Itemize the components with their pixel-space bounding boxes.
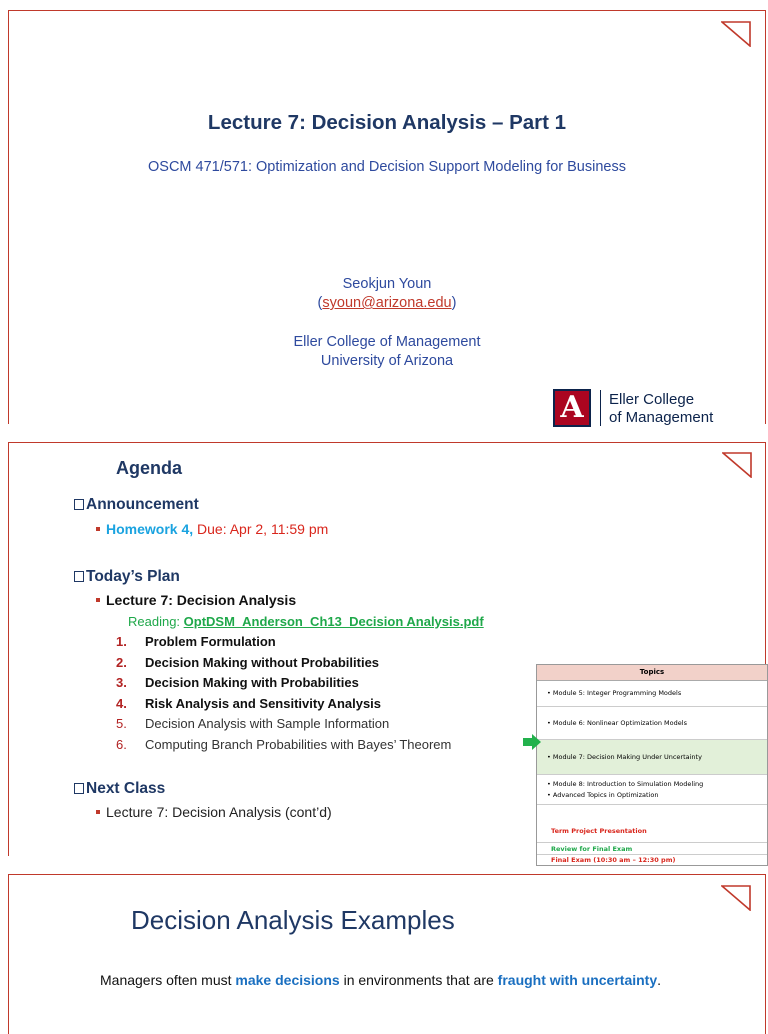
topics-row: • Module 5: Integer Programming Models xyxy=(537,680,767,707)
course-subtitle: OSCM 471/571: Optimization and Decision Support Modeling for Business xyxy=(148,159,626,175)
examples-sentence: Managers often must make decisions in environments that are fraught with uncertainty. xyxy=(100,972,662,988)
plan-item: 5. Decision Analysis with Sample Information xyxy=(116,716,390,731)
next-class-heading: Next Class xyxy=(74,780,165,798)
logo-text-line1: Eller College xyxy=(609,391,695,408)
reading-link[interactable]: OptDSM_Anderson_Ch13_Decision Analysis.pdf xyxy=(183,614,484,629)
plan-item: 2. Decision Making without Probabilities xyxy=(116,655,380,670)
examples-title: Decision Analysis Examples xyxy=(131,905,455,935)
topics-table xyxy=(536,664,768,866)
logo-divider xyxy=(600,390,601,426)
college-name: Eller College of Management xyxy=(293,334,481,350)
lecture-line: Lecture 7: Decision Analysis xyxy=(96,592,296,608)
checkbox-square-icon xyxy=(74,571,84,582)
topics-header: Topics xyxy=(537,665,767,681)
topics-row: Term Project Presentation xyxy=(537,805,767,843)
homework-line xyxy=(96,521,328,537)
announcement-heading: Announcement xyxy=(74,496,199,514)
plan-item: 4. Risk Analysis and Sensitivity Analysis xyxy=(116,696,382,711)
reading-line: Reading: OptDSM_Anderson_Ch13_Decision Analysis.pdf xyxy=(128,614,484,629)
university-name: University of Arizona xyxy=(320,353,454,369)
email-link[interactable]: syoun@arizona.edu xyxy=(322,295,452,311)
corner-triangle-icon xyxy=(722,452,752,478)
topics-row: Final Exam (10:30 am – 12:30 pm) xyxy=(551,856,676,864)
plan-item: 3. Decision Making with Probabilities xyxy=(116,675,359,690)
checkbox-square-icon xyxy=(74,783,84,794)
examples-slide xyxy=(8,874,766,1034)
homework-due: Due: Apr 2, 11:59 pm xyxy=(193,521,329,537)
corner-triangle-icon xyxy=(721,21,751,47)
arizona-a-logo-icon: A xyxy=(553,389,591,427)
bullet-icon xyxy=(96,527,100,531)
todays-plan-heading: Today’s Plan xyxy=(74,568,180,586)
title-slide xyxy=(8,10,766,424)
lecture-title: Lecture 7: Decision Analysis – Part 1 xyxy=(207,111,567,134)
current-module-arrow-icon xyxy=(523,734,541,750)
topics-row: • Module 8: Introduction to Simulation Modeling • Advanced Topics in Optimization xyxy=(537,775,767,805)
author-name: Seokjun Youn xyxy=(342,276,432,292)
next-lecture-line: Lecture 7: Decision Analysis (cont’d) xyxy=(96,804,332,820)
eller-logo xyxy=(553,387,753,431)
checkbox-square-icon xyxy=(74,499,84,510)
bullet-icon xyxy=(96,598,100,602)
bullet-icon xyxy=(96,810,100,814)
topics-row: • Module 6: Nonlinear Optimization Models xyxy=(537,707,767,740)
logo-text-line2: of Management xyxy=(609,409,714,426)
homework-label: Homework 4, xyxy=(106,521,194,537)
author-email-line: (syoun@arizona.edu) xyxy=(317,295,457,311)
corner-triangle-icon xyxy=(721,885,751,911)
plan-item: 1. Problem Formulation xyxy=(116,634,276,649)
topics-row-current: • Module 7: Decision Making Under Uncertainty xyxy=(537,740,767,775)
topics-row: Review for Final Exam xyxy=(537,843,767,855)
agenda-heading: Agenda xyxy=(116,458,183,478)
plan-item: 6. Computing Branch Probabilities with Bayes’ Theorem xyxy=(116,737,452,752)
